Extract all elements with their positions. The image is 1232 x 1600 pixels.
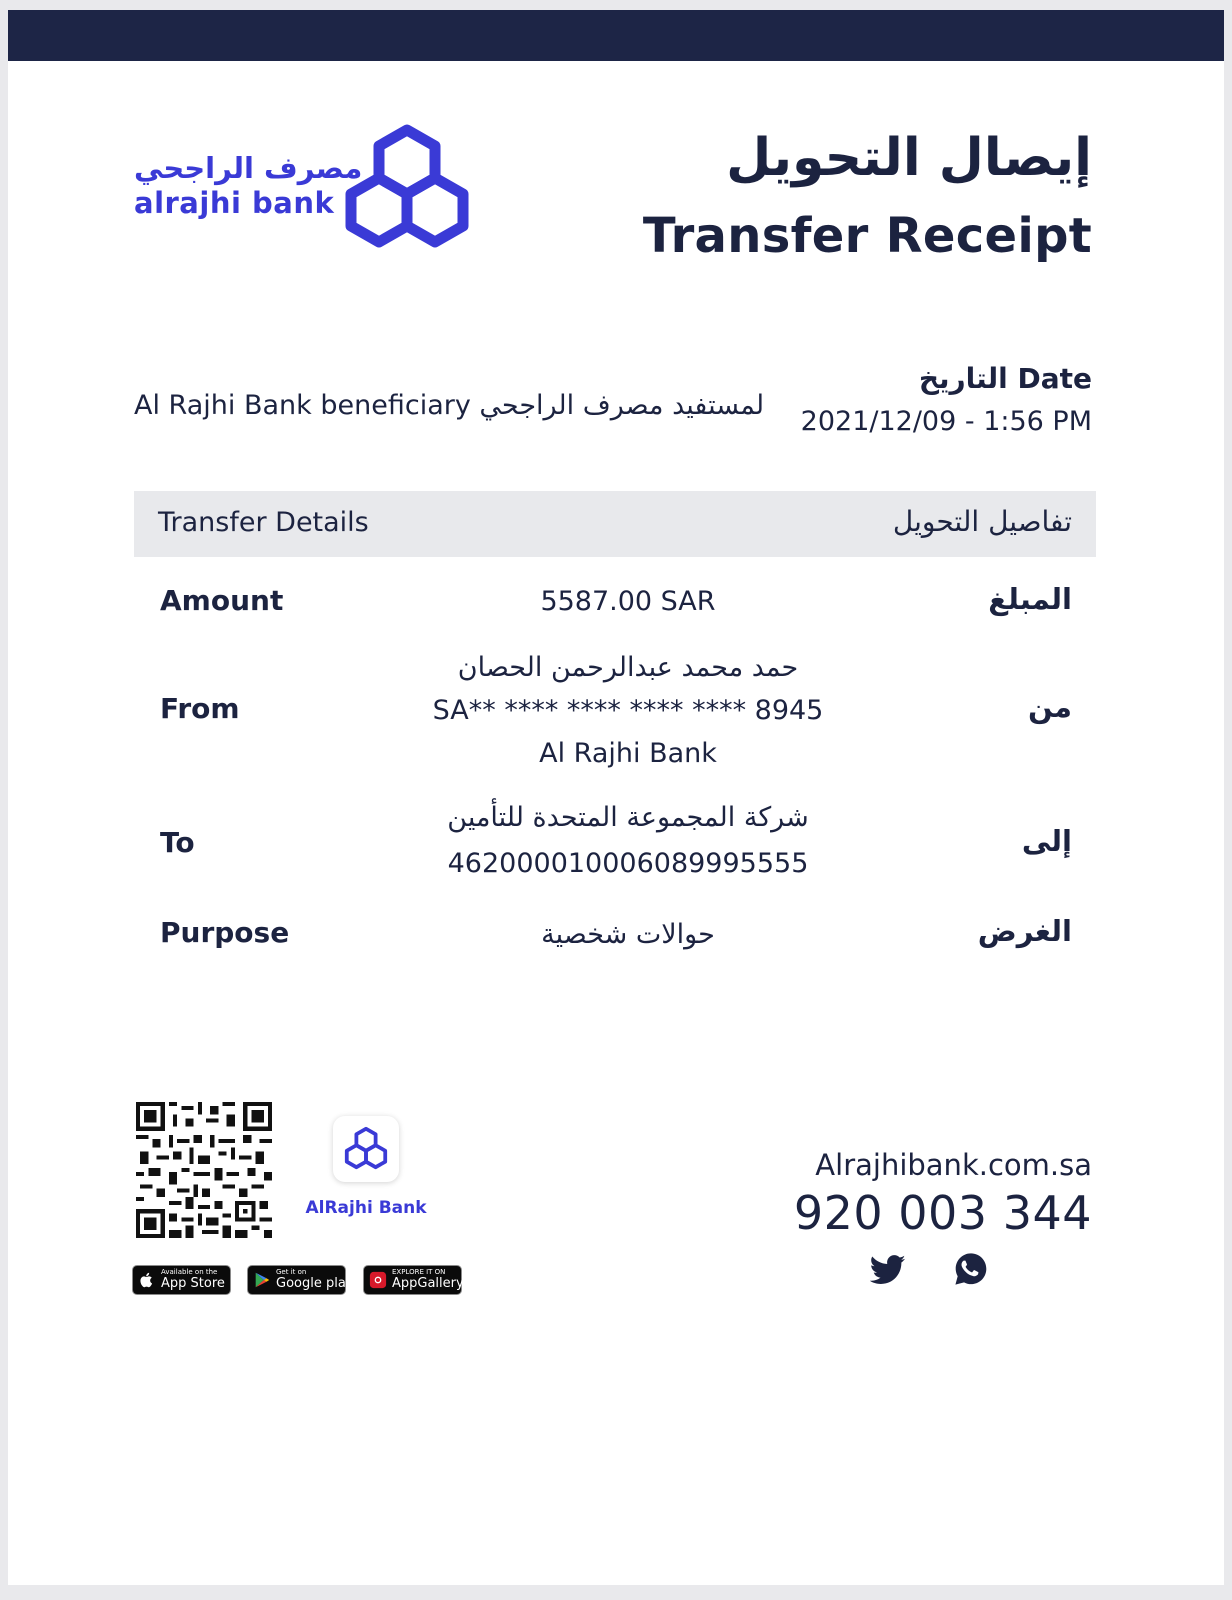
purpose-label-en: Purpose	[160, 916, 290, 949]
app-store-badge[interactable]	[132, 1265, 231, 1295]
bank-logo-text	[134, 150, 363, 220]
app-gallery-label: AppGallery	[392, 1276, 464, 1291]
from-name: حمد محمد عبدالرحمن الحصان	[457, 652, 799, 683]
google-play-small-text: Get it on	[276, 1268, 307, 1276]
app-store-label: App Store	[161, 1276, 225, 1291]
amount-label-ar: المبلغ	[988, 582, 1072, 616]
app-store-small-text: Available on the	[161, 1268, 218, 1276]
beneficiary-type: Al Rajhi Bank beneficiary لمستفيد مصرف الراجحي	[134, 390, 765, 421]
phone-number[interactable]: 920 003 344	[793, 1186, 1092, 1240]
transfer-details-header	[134, 491, 1096, 557]
twitter-icon[interactable]	[870, 1254, 906, 1286]
title-arabic: إيصال التحويل	[726, 128, 1092, 188]
app-name: AlRajhi Bank	[305, 1198, 427, 1218]
whatsapp-icon[interactable]	[954, 1252, 988, 1286]
from-label-en: From	[160, 692, 240, 725]
app-gallery-small-text: EXPLORE IT ON	[392, 1268, 446, 1276]
alrajhi-logo-small-icon	[343, 1126, 389, 1172]
to-label-ar: إلى	[1021, 824, 1072, 858]
from-account: SA** **** **** **** **** 8945	[432, 695, 824, 726]
receipt-page	[8, 10, 1224, 1585]
date-label: التاريخ Date	[918, 362, 1092, 395]
logo-english: alrajhi bank	[134, 186, 335, 220]
date-value: 2021/12/09 - 1:56 PM	[800, 406, 1092, 437]
logo-arabic: مصرف الراجحي	[134, 151, 363, 185]
app-gallery-badge[interactable]	[363, 1265, 462, 1295]
top-bar	[8, 10, 1224, 61]
qr-code[interactable]	[136, 1102, 272, 1238]
from-label-ar: من	[1027, 690, 1072, 724]
from-bank: Al Rajhi Bank	[539, 738, 717, 769]
purpose-label-ar: الغرض	[977, 914, 1072, 948]
google-play-badge[interactable]	[247, 1265, 354, 1295]
to-account: 462000010006089995555	[447, 848, 809, 879]
purpose-value: حوالات شخصية	[541, 919, 715, 950]
huawei-icon	[369, 1271, 387, 1289]
amount-label-en: Amount	[160, 584, 284, 617]
google-play-label: Google play	[276, 1276, 354, 1291]
details-header-arabic: تفاصيل التحويل	[892, 505, 1072, 538]
amount-value: 5587.00 SAR	[540, 586, 716, 617]
google-play-icon	[253, 1271, 271, 1289]
apple-icon	[138, 1271, 156, 1289]
to-name: شركة المجموعة المتحدة للتأمين	[447, 802, 809, 833]
alrajhi-logo-icon	[340, 122, 474, 256]
title-english: Transfer Receipt	[642, 208, 1092, 264]
website-link[interactable]: Alrajhibank.com.sa	[815, 1148, 1092, 1182]
alrajhi-app-icon[interactable]	[333, 1116, 399, 1182]
details-header-english: Transfer Details	[158, 507, 369, 538]
to-label-en: To	[160, 826, 195, 859]
